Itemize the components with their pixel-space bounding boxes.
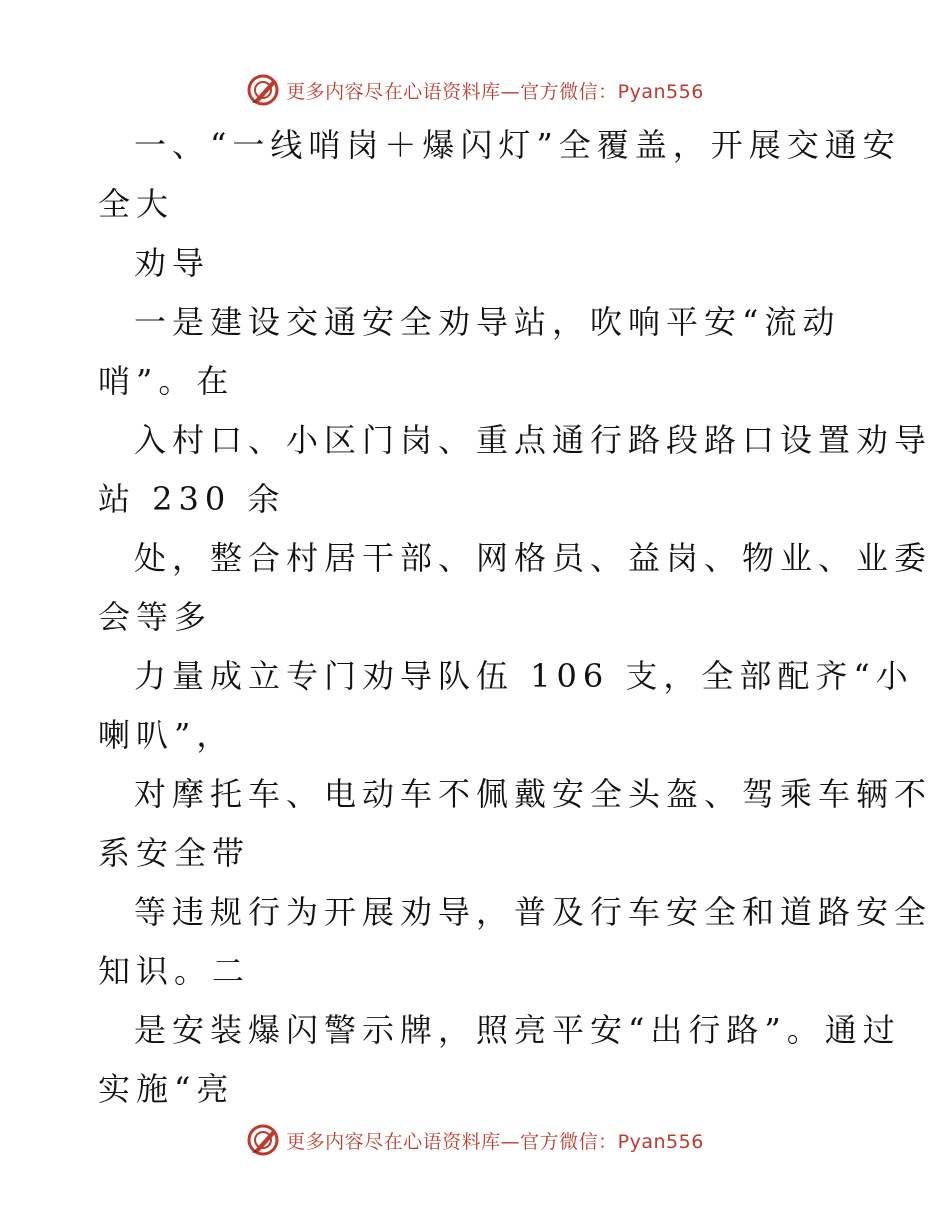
text-line: 喇叭”， — [98, 716, 235, 754]
text-line: 等违规行为开展劝导，普及行车安全和道路安全 — [134, 893, 933, 931]
watermark-text — [286, 1127, 704, 1154]
watermark-label: 更多内容尽在心语资料库—官方微信： — [286, 80, 618, 103]
watermark-id: Pyan556 — [617, 1130, 704, 1153]
text-line: 会等多 — [98, 598, 213, 636]
text-line: 力量成立专门劝导队伍 106 支，全部配齐“小 — [134, 657, 914, 695]
text-line: 知识。二 — [98, 952, 251, 990]
text-line: 实施“亮 — [98, 1070, 235, 1108]
pen-circle-logo-icon — [246, 1123, 280, 1157]
text-line: 一、“一线哨岗＋爆闪灯”全覆盖，开展交通安 — [134, 126, 901, 164]
text-line: 系安全带 — [98, 834, 251, 872]
text-line: 处，整合村居干部、网格员、益岗、物业、业委 — [134, 539, 933, 577]
text-line: 劝导 — [134, 244, 211, 282]
text-line: 站 230 余 — [98, 480, 286, 518]
text-line: 全大 — [98, 185, 175, 223]
text-line: 哨”。在 — [98, 362, 235, 400]
text-line: 入村口、小区门岗、重点通行路段路口设置劝导 — [134, 421, 933, 459]
watermark-label: 更多内容尽在心语资料库—官方微信： — [286, 1130, 618, 1153]
text-line: 是安装爆闪警示牌，照亮平安“出行路”。通过 — [134, 1011, 901, 1049]
text-line: 一是建设交通安全劝导站，吹响平安“流动 — [134, 303, 841, 341]
watermark-id: Pyan556 — [617, 80, 704, 103]
footer-watermark — [0, 1120, 950, 1160]
text-line: 对摩托车、电动车不佩戴安全头盔、驾乘车辆不 — [134, 775, 933, 813]
